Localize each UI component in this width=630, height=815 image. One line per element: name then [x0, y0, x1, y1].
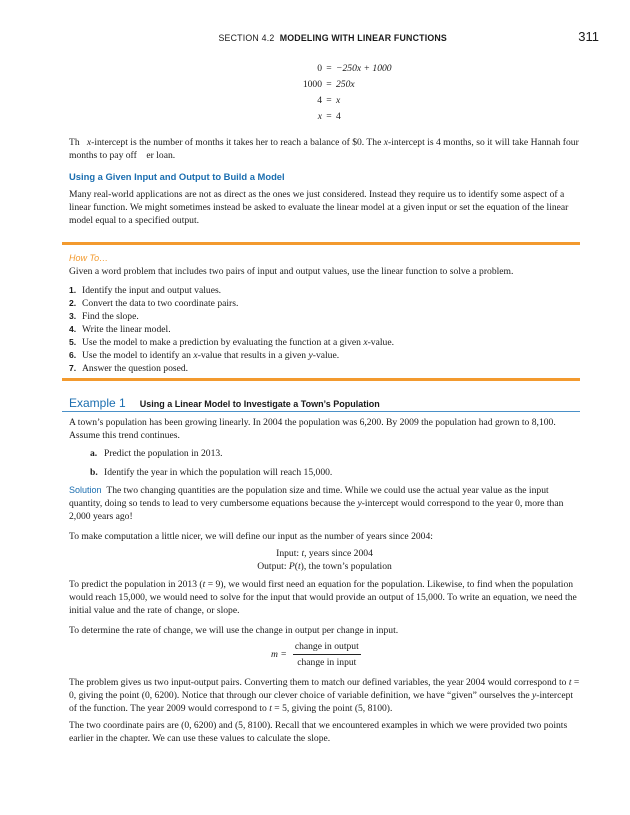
example-title: Using a Linear Model to Investigate a Town’s Population: [139, 399, 380, 409]
formula-numerator: change in output: [293, 640, 361, 655]
solution-paragraph-3: To predict the population in 2013 (t = 9), we would first need an equation for the population. Likewise, to find when the population would reach 15,000, we would need to solve for the input that would provide an output of 15,000. To write an equation, we need the initial value and the rate of change, or slope.: [69, 579, 577, 616]
example-rule: [62, 411, 580, 412]
howto-bottom-rule: [62, 378, 580, 381]
example-label: Example 1: [69, 396, 126, 410]
eq-lhs: 0: [317, 63, 322, 74]
list-item: a. Predict the population in 2013.: [90, 448, 223, 459]
list-item: b. Identify the year in which the population will reach 15,000.: [90, 467, 333, 478]
solution-paragraph-2: To make computation a little nicer, we will define our input as the number of years since 2004:: [69, 531, 433, 542]
howto-steps: [69, 284, 580, 375]
page-header: [0, 30, 630, 46]
list-item: 4. Write the linear model.: [69, 324, 171, 335]
example-problem: A town’s population has been growing linearly. In 2004 the population was 6,200. By 2009 the population had grown to 8,100. Assume this trend continues.: [69, 417, 556, 441]
solution-paragraph-1: Solution The two changing quantities are the population size and time. While we could use the actual year value as the input quantity, doing so tends to lead to very cumbersome equations because the y-intercept would correspond to the year 0, more than 2,000 years ago!: [69, 485, 564, 522]
formula-denominator: change in input: [297, 657, 357, 668]
eq-rhs: 250x: [336, 79, 355, 90]
running-head: [218, 32, 447, 45]
howto-title: How To…: [69, 253, 109, 263]
equation-line: x = 4: [280, 110, 400, 126]
list-item: 6. Use the model to identify an x-value that results in a given y-value.: [69, 350, 340, 361]
eq-rhs: 4: [336, 111, 341, 122]
variable: x: [86, 137, 92, 148]
variable: x: [383, 137, 389, 148]
eq-lhs: x: [317, 111, 322, 122]
equation-line: 4 = x: [280, 94, 400, 110]
list-item: 1. Identify the input and output values.: [69, 285, 222, 296]
subsection-paragraph: Many real-world applications are not as direct as the ones we just considered. Instead they require us to identify some aspect of a linear function. We might sometimes instead be asked to evaluate the linear model at a given input or set the equation of the linear model equal to a specified output.: [69, 189, 569, 226]
rate-of-change-formula: [271, 640, 361, 669]
input-definition: Input: t, years since 2004: [276, 548, 373, 559]
eq-rhs: x: [336, 95, 341, 106]
text-run: Th: [69, 137, 80, 148]
page-number: 311: [578, 29, 599, 44]
solution-paragraph-4: To determine the rate of change, we will use the change in output per change in input.: [69, 625, 399, 636]
intercept-paragraph: [69, 136, 580, 162]
example-parts: [90, 447, 332, 485]
text-run: -intercept is 4 months, so it will take Hannah four months to pay off: [69, 137, 579, 161]
section-number: SECTION 4.2: [218, 33, 275, 43]
solution-paragraph-6: The two coordinate pairs are (0, 6200) and (5, 8100). Recall that we encountered examples in which we were provided two points earlier in the chapter. We can use these values to calculate the slope.: [69, 720, 568, 744]
solution-paragraph-5: The problem gives us two input-output pairs. Converting them to match our defined variables, the year 2004 would correspond to t = 0, giving the point (0, 6200). Notice that through our clever choice of variable definition, we have “given” ourselves the y-intercept of the function. The year 2009 would correspond to t = 5, giving the point (5, 8100).: [69, 677, 580, 714]
equation-line: 0 = −250x + 1000: [280, 62, 400, 78]
howto-intro: Given a word problem that includes two pairs of input and output values, use the linear function to solve a problem.: [69, 266, 514, 277]
text-run: er loan.: [146, 150, 176, 161]
howto-top-rule: [62, 242, 580, 245]
eq-lhs: 1000: [302, 79, 322, 90]
example-heading: [69, 397, 580, 411]
eq-lhs: 4: [317, 95, 322, 106]
formula-lhs: m =: [271, 649, 287, 660]
list-item: 3. Find the slope.: [69, 311, 139, 322]
section-title: MODELING WITH LINEAR FUNCTIONS: [279, 33, 447, 43]
equation-line: 1000 = 250x: [280, 78, 400, 94]
list-item: 5. Use the model to make a prediction by evaluating the function at a given x-value.: [69, 337, 394, 348]
list-item: 2. Convert the data to two coordinate pairs.: [69, 298, 239, 309]
output-definition: Output: P(t), the town’s population: [257, 561, 392, 572]
equation-block: [280, 62, 400, 126]
solution-label: Solution: [69, 485, 102, 495]
eq-rhs: −250x + 1000: [336, 63, 392, 74]
subsection-heading: Using a Given Input and Output to Build a Model: [69, 171, 285, 182]
list-item: 7. Answer the question posed.: [69, 363, 189, 374]
text-run: -intercept is the number of months it takes her to reach a balance of $0. The: [91, 137, 384, 148]
